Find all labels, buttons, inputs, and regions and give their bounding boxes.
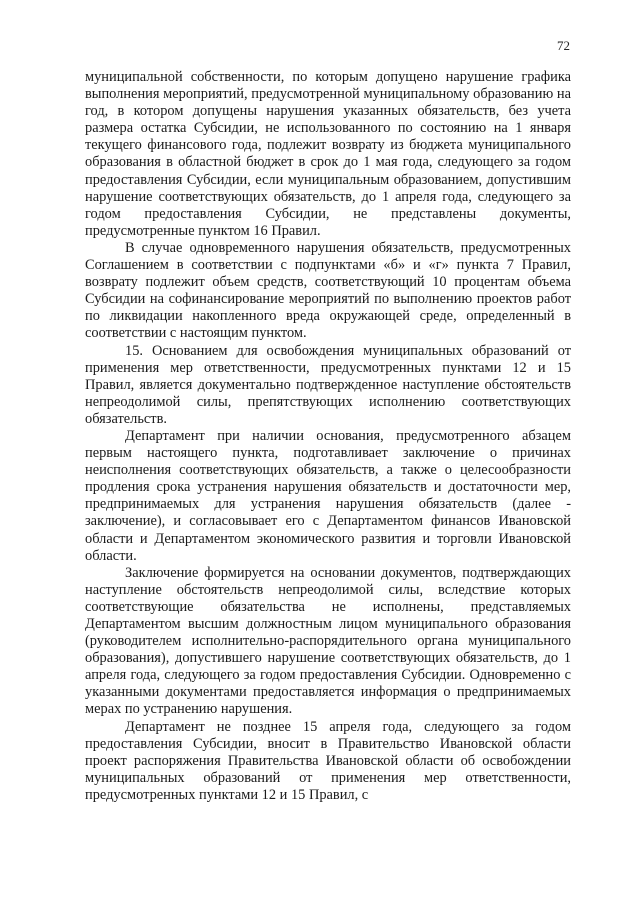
paragraph-conclusion-formation: Заключение формируется на основании документов, подтверждающих наступление обстоятельств непреодолимой силы, вследствие которых соответствующие обязательства не исполнены, представляемых Департаментом высшим должностным лицом муниципального образования (руководителем исполнительно-распорядительного органа муниципального образования), допустившего нарушение соответствующих обязательств, до 1 апреля года, следующего за годом предоставления Субсидии. Одновременно с указанными документами предоставляется информация о предпринимаемых мерах по устранению нарушения.	[85, 564, 571, 718]
paragraph-continuation: муниципальной собственности, по которым допущено нарушение графика выполнения мероприятий, предусмотренной муниципальному образованию на год, в котором допущены нарушения указанных обязательств, без учета размера остатка Субсидии, не использованного по состоянию на 1 января текущего финансового года, подлежит возврату из бюджета муниципального образования в областной бюджет в срок до 1 мая года, следующего за годом предоставления Субсидии, если муниципальным образованием, допустившим нарушение соответствующих обязательств, до 1 апреля года, следующего за годом предоставления Субсидии, не представлены документы, предусмотренные пунктом 16 Правил.	[85, 69, 571, 239]
document-body	[85, 69, 571, 804]
paragraph-department-deadline: Департамент не позднее 15 апреля года, следующего за годом предоставления Субсидии, вносит в Правительство Ивановской области проект распоряжения Правительства Ивановской области об освобождении муниципальных образований от применения мер ответственности, предусмотренных пунктами 12 и 15 Правил, с	[85, 718, 571, 803]
paragraph-department-conclusion: Департамент при наличии основания, предусмотренного абзацем первым настоящего пункта, подготавливает заключение о причинах неисполнения соответствующих обязательств, а также о целесообразности продления срока устранения нарушения обязательств и достаточности мер, предпринимаемых для устранения нарушения обязательств (далее - заключение), и согласовывает его с Департаментом финансов Ивановской области и Департаментом экономического развития и торговли Ивановской области.	[85, 427, 571, 564]
paragraph-clause-15: 15. Основанием для освобождения муниципальных образований от применения мер ответственности, предусмотренных пунктами 12 и 15 Правил, является документально подтвержденное наступление обстоятельств непреодолимой силы, препятствующих исполнению соответствующих обязательств.	[85, 342, 571, 427]
paragraph-simultaneous-violation: В случае одновременного нарушения обязательств, предусмотренных Соглашением в соответствии с подпунктами «б» и «г» пункта 7 Правил, возврату подлежит объем средств, соответствующий 10 процентам объема Субсидии на софинансирование мероприятий по выполнению проектов работ по ликвидации накопленного вреда окружающей среде, определенный в соответствии с настоящим пунктом.	[85, 239, 571, 342]
page-number: 72	[557, 38, 570, 53]
